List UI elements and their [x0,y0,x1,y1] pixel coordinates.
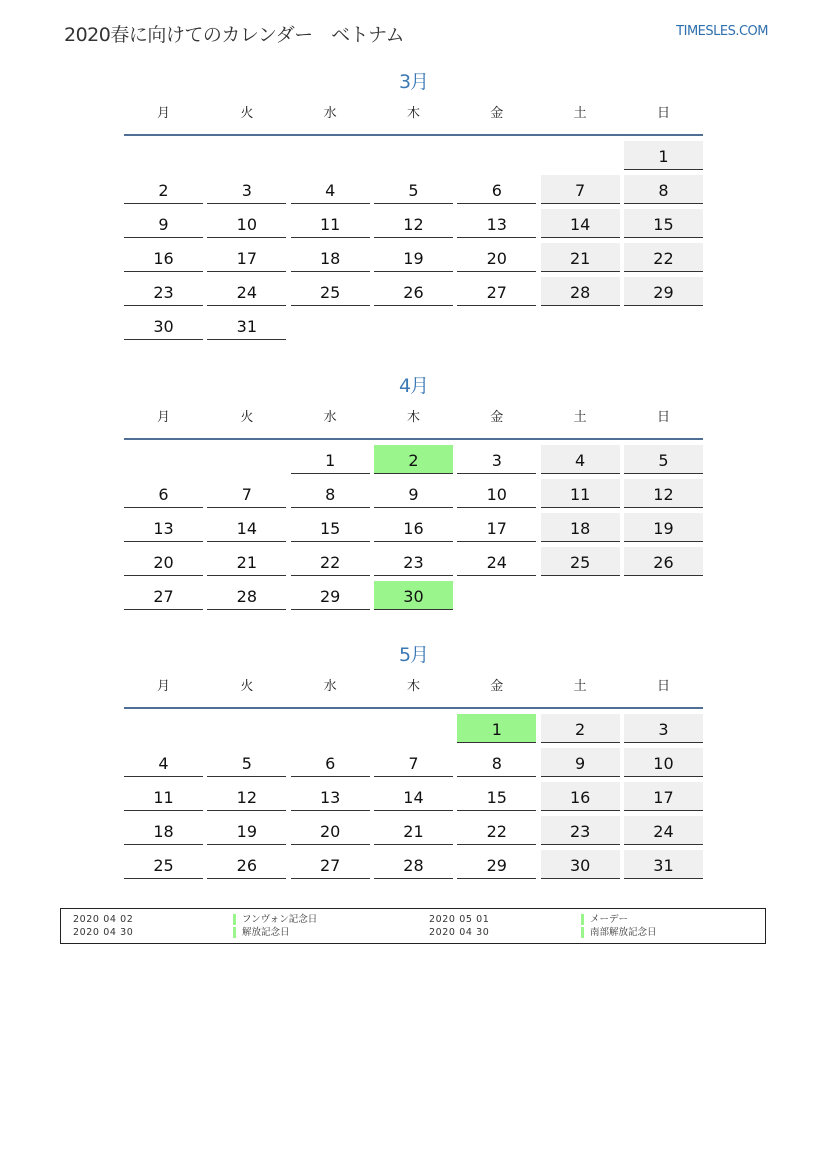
day-cell[interactable]: 28 [207,581,286,610]
day-cell[interactable]: 5 [374,175,453,204]
day-cell[interactable]: 25 [291,277,370,306]
day-cell[interactable]: 22 [291,547,370,576]
day-cell[interactable]: 15 [624,209,703,238]
day-cell[interactable]: 11 [541,479,620,508]
weekday-label: 火 [240,679,254,694]
day-cell[interactable]: 14 [207,513,286,542]
holiday-day-cell[interactable]: 30 [374,581,453,610]
weekday-label: 木 [406,410,420,425]
day-cell[interactable]: 21 [374,816,453,845]
empty-cell [124,714,203,743]
weekday-label: 金 [490,106,504,121]
empty-cell [207,714,286,743]
weekday-label: 土 [573,106,587,121]
empty-cell [457,141,536,170]
weekday-label: 水 [323,106,337,121]
day-cell[interactable]: 29 [624,277,703,306]
weekday-header [124,408,703,440]
day-cell[interactable]: 10 [624,748,703,777]
day-cell[interactable]: 31 [624,850,703,879]
day-cell[interactable]: 8 [624,175,703,204]
holiday-day-cell[interactable]: 2 [374,445,453,474]
weekday-label: 金 [490,410,504,425]
day-cell[interactable]: 29 [291,581,370,610]
empty-cell [291,714,370,743]
weekday-header [124,677,703,709]
day-cell[interactable]: 24 [457,547,536,576]
day-cell[interactable]: 10 [207,209,286,238]
day-grid [124,445,703,610]
month-block [124,372,703,610]
day-cell[interactable]: 23 [124,277,203,306]
weekday-label: 金 [490,679,504,694]
day-cell[interactable]: 31 [207,311,286,340]
day-cell[interactable]: 14 [541,209,620,238]
weekday-label: 日 [656,679,670,694]
legend-holiday-name: 南部解放記念日 [581,927,657,938]
weekday-label: 木 [406,106,420,121]
day-cell[interactable]: 20 [457,243,536,272]
day-cell[interactable]: 1 [624,141,703,170]
day-cell[interactable]: 19 [624,513,703,542]
day-cell[interactable]: 29 [457,850,536,879]
day-cell[interactable]: 26 [624,547,703,576]
day-cell[interactable]: 15 [291,513,370,542]
day-cell[interactable]: 19 [374,243,453,272]
page-title: 2020春に向けてのカレンダー ベトナム [64,24,405,46]
day-cell[interactable]: 13 [291,782,370,811]
empty-cell [374,141,453,170]
day-cell[interactable]: 1 [291,445,370,474]
day-cell[interactable]: 27 [124,581,203,610]
day-cell[interactable]: 6 [124,479,203,508]
legend-holiday-name: フンヴォン記念日 [233,914,317,925]
day-cell[interactable]: 13 [124,513,203,542]
holiday-day-cell[interactable]: 1 [457,714,536,743]
empty-cell [207,445,286,474]
day-cell[interactable]: 14 [374,782,453,811]
day-cell[interactable]: 12 [624,479,703,508]
weekday-label: 木 [406,679,420,694]
day-cell[interactable]: 30 [541,850,620,879]
day-cell[interactable]: 23 [374,547,453,576]
day-cell[interactable]: 5 [624,445,703,474]
day-cell[interactable]: 12 [207,782,286,811]
day-cell[interactable]: 16 [374,513,453,542]
day-cell[interactable]: 9 [124,209,203,238]
legend-holiday-name: 解放記念日 [233,927,290,938]
weekday-label: 月 [156,106,170,121]
day-grid [124,141,703,340]
day-cell[interactable]: 11 [291,209,370,238]
legend-date: 2020 04 30 [429,927,490,938]
day-grid [124,714,703,879]
empty-cell [124,445,203,474]
legend-date: 2020 04 02 [73,914,134,925]
day-cell[interactable]: 19 [207,816,286,845]
day-cell[interactable]: 9 [374,479,453,508]
day-cell[interactable]: 3 [207,175,286,204]
legend-holiday-name: メーデー [581,914,628,925]
day-cell[interactable]: 23 [541,816,620,845]
weekday-label: 日 [656,106,670,121]
empty-cell [124,141,203,170]
legend-date: 2020 04 30 [73,927,134,938]
day-cell[interactable]: 5 [207,748,286,777]
day-cell[interactable]: 16 [124,243,203,272]
site-logo[interactable]: TIMESLES.COM [676,24,768,39]
month-title: 4月 [398,375,429,397]
day-cell[interactable]: 27 [457,277,536,306]
day-cell[interactable]: 27 [291,850,370,879]
day-cell[interactable]: 11 [124,782,203,811]
day-cell[interactable]: 28 [541,277,620,306]
day-cell[interactable]: 25 [124,850,203,879]
day-cell[interactable]: 21 [541,243,620,272]
day-cell[interactable]: 2 [541,714,620,743]
day-cell[interactable]: 17 [624,782,703,811]
weekday-label: 水 [323,410,337,425]
weekday-label: 日 [656,410,670,425]
month-title: 5月 [398,644,429,666]
weekday-label: 水 [323,679,337,694]
day-cell[interactable]: 28 [374,850,453,879]
day-cell[interactable]: 8 [291,479,370,508]
day-cell[interactable]: 4 [124,748,203,777]
day-cell[interactable]: 18 [124,816,203,845]
day-cell[interactable]: 22 [457,816,536,845]
day-cell[interactable]: 18 [541,513,620,542]
day-cell[interactable]: 24 [624,816,703,845]
month-block [124,641,703,879]
legend-date: 2020 05 01 [429,914,490,925]
weekday-label: 月 [156,410,170,425]
day-cell[interactable]: 3 [624,714,703,743]
day-cell[interactable]: 26 [374,277,453,306]
day-cell[interactable]: 7 [207,479,286,508]
day-cell[interactable]: 6 [457,175,536,204]
day-cell[interactable]: 20 [291,816,370,845]
day-cell[interactable]: 22 [624,243,703,272]
empty-cell [541,141,620,170]
day-cell[interactable]: 8 [457,748,536,777]
day-cell[interactable]: 25 [541,547,620,576]
day-cell[interactable]: 4 [291,175,370,204]
weekday-label: 火 [240,410,254,425]
day-cell[interactable]: 21 [207,547,286,576]
day-cell[interactable]: 17 [457,513,536,542]
weekday-label: 月 [156,679,170,694]
day-cell[interactable]: 7 [541,175,620,204]
day-cell[interactable]: 2 [124,175,203,204]
day-cell[interactable]: 15 [457,782,536,811]
day-cell[interactable]: 17 [207,243,286,272]
day-cell[interactable]: 30 [124,311,203,340]
weekday-label: 土 [573,679,587,694]
day-cell[interactable]: 24 [207,277,286,306]
day-cell[interactable]: 3 [457,445,536,474]
day-cell[interactable]: 7 [374,748,453,777]
month-block [124,68,703,340]
empty-cell [291,141,370,170]
empty-cell [207,141,286,170]
holiday-legend [60,908,766,944]
day-cell[interactable]: 18 [291,243,370,272]
day-cell[interactable]: 6 [291,748,370,777]
month-title: 3月 [398,71,429,93]
day-cell[interactable]: 26 [207,850,286,879]
weekday-label: 土 [573,410,587,425]
day-cell[interactable]: 12 [374,209,453,238]
weekday-label: 火 [240,106,254,121]
day-cell[interactable]: 16 [541,782,620,811]
day-cell[interactable]: 10 [457,479,536,508]
day-cell[interactable]: 9 [541,748,620,777]
day-cell[interactable]: 4 [541,445,620,474]
weekday-header [124,104,703,136]
day-cell[interactable]: 13 [457,209,536,238]
day-cell[interactable]: 20 [124,547,203,576]
empty-cell [374,714,453,743]
